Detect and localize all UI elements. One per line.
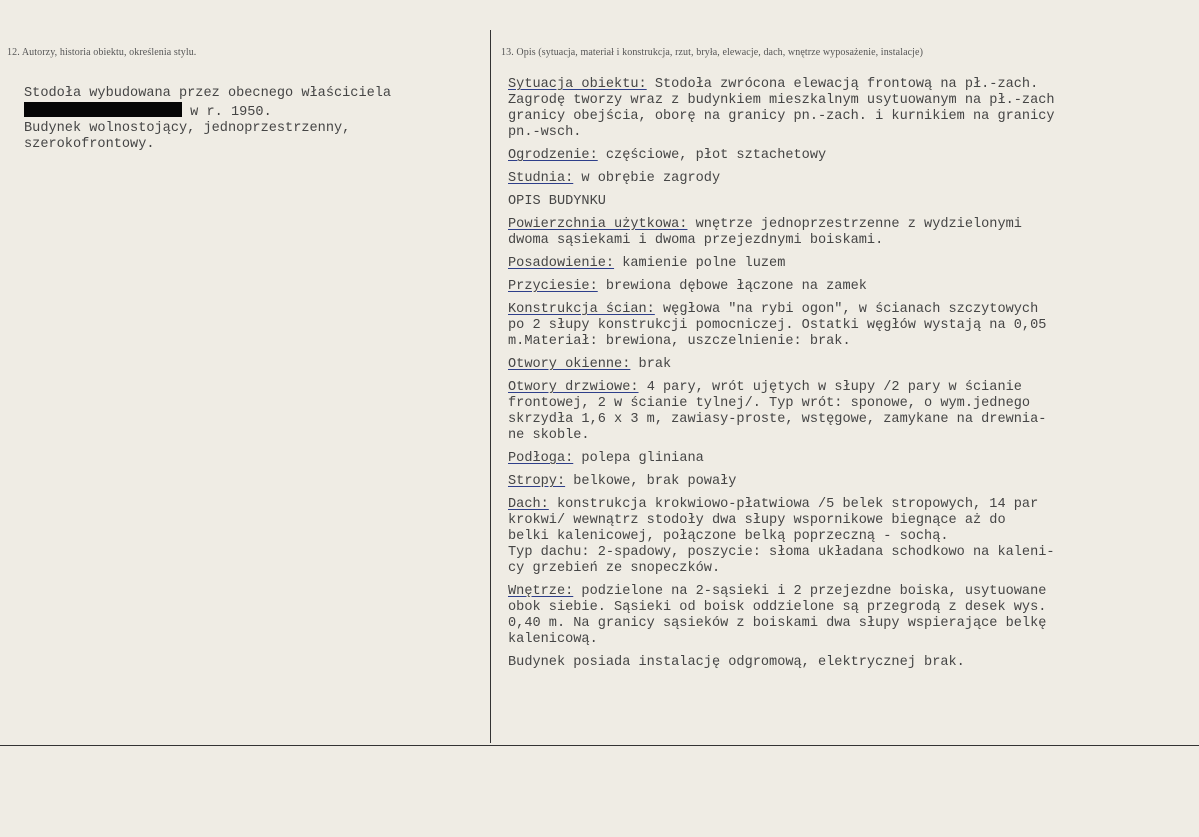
description-paragraph bbox=[508, 256, 1198, 272]
description-paragraph bbox=[508, 497, 1198, 577]
description-paragraph bbox=[508, 451, 1198, 467]
section-text: polepa gliniana bbox=[573, 451, 704, 466]
history-line-1: Stodoła wybudowana przez obecnego właściciela bbox=[24, 86, 392, 101]
section-text: kamienie polne luzem bbox=[614, 256, 786, 271]
section-text: w obrębie zagrody bbox=[573, 171, 721, 186]
redaction-bar bbox=[24, 102, 182, 117]
section-label: Konstrukcja ścian: bbox=[508, 302, 655, 317]
section-12-header: 12. Autorzy, historia obiektu, określenia stylu. bbox=[7, 47, 197, 58]
section-text: węgłowa "na rybi ogon", w ścianach szczytowych po 2 słupy konstrukcji pomocniczej. Ostatki węgłów wystają na 0,05 m.Materiał: brewiona, uszczelnienie: brak. bbox=[508, 302, 1047, 349]
description-paragraph bbox=[508, 148, 1198, 164]
section-label: Posadowienie: bbox=[508, 256, 615, 271]
description-paragraph bbox=[508, 474, 1198, 490]
description-paragraph bbox=[508, 357, 1198, 373]
bottom-rule bbox=[0, 745, 1199, 746]
section-text: konstrukcja krokwiowo-płatwiowa /5 belek stropowych, 14 par krokwi/ wewnątrz stodoły dwa słupy wspornikowe biegnące aż do belki kalenicowej, połączone belką poprzeczną - sochą. Typ dachu: 2-spadowy, poszycie: słoma układana schodkowo na kaleni- cy grzebień ze snopeczków. bbox=[508, 497, 1055, 576]
description-paragraph bbox=[508, 77, 1198, 141]
section-text: brewiona dębowe łączone na zamek bbox=[597, 279, 867, 294]
section-label: Powierzchnia użytkowa: bbox=[508, 217, 688, 232]
description-paragraph bbox=[508, 194, 1198, 210]
history-text bbox=[24, 86, 391, 153]
column-divider bbox=[490, 30, 491, 743]
section-label: Ogrodzenie: bbox=[508, 148, 598, 163]
section-label: Otwory drzwiowe: bbox=[508, 380, 639, 395]
history-line-3: Budynek wolnostojący, jednoprzestrzenny, bbox=[24, 121, 351, 136]
description-paragraph bbox=[508, 279, 1198, 295]
description-paragraph bbox=[508, 217, 1198, 249]
section-text: belkowe, brak powały bbox=[565, 474, 737, 489]
section-label: Studnia: bbox=[508, 171, 574, 186]
description-paragraph bbox=[508, 171, 1198, 187]
section-text: OPIS BUDYNKU bbox=[508, 194, 606, 209]
section-text: podzielone na 2-sąsieki i 2 przejezdne boiska, usytuowane obok siebie. Sąsieki od boisk oddzielone są przegrodą z desek wys. 0,40 m. Na granicy sąsieków z boiskami dwa słupy wspierające belkę kalenicową. bbox=[508, 584, 1047, 647]
section-label: Otwory okienne: bbox=[508, 357, 631, 372]
section-label: Wnętrze: bbox=[508, 584, 574, 599]
description-paragraph bbox=[508, 584, 1198, 648]
section-text: częściowe, płot sztachetowy bbox=[597, 148, 827, 163]
history-line-4: szerokofrontowy. bbox=[24, 137, 155, 152]
history-line-2: w r. 1950. bbox=[182, 105, 272, 120]
description-paragraph bbox=[508, 302, 1198, 350]
section-label: Sytuacja obiektu: bbox=[508, 77, 647, 92]
section-text: 4 pary, wrót ujętych w słupy /2 pary w ścianie frontowej, 2 w ścianie tylnej/. Typ wrót: sponowe, o wym.jednego skrzydła 1,6 x 3 m, zawiasy-proste, wstęgowe, zamykane na drewnia- ne skoble. bbox=[508, 380, 1047, 443]
section-text: Stodoła zwrócona elewacją frontową na pł.-zach. Zagrodę tworzy wraz z budynkiem mieszkalnym usytuowanym na pł.-zach granicy obejścia, oborę na granicy pn.-zach. i kurnikiem na granicy pn.-wsch. bbox=[508, 77, 1055, 140]
description-text bbox=[508, 77, 1198, 678]
section-label: Dach: bbox=[508, 497, 549, 512]
section-label: Przyciesie: bbox=[508, 279, 598, 294]
section-13-header: 13. Opis (sytuacja, materiał i konstrukcja, rzut, bryła, elewacje, dach, wnętrze wyposażenie, instalacje) bbox=[501, 47, 923, 58]
section-text: brak bbox=[630, 357, 672, 372]
section-text: wnętrze jednoprzestrzenne z wydzielonymi dwoma sąsiekami i dwoma przejezdnymi boiskami. bbox=[508, 217, 1022, 248]
section-text: Budynek posiada instalację odgromową, elektrycznej brak. bbox=[508, 655, 965, 670]
section-label: Podłoga: bbox=[508, 451, 574, 466]
description-paragraph bbox=[508, 655, 1198, 671]
section-label: Stropy: bbox=[508, 474, 566, 489]
description-paragraph bbox=[508, 380, 1198, 444]
